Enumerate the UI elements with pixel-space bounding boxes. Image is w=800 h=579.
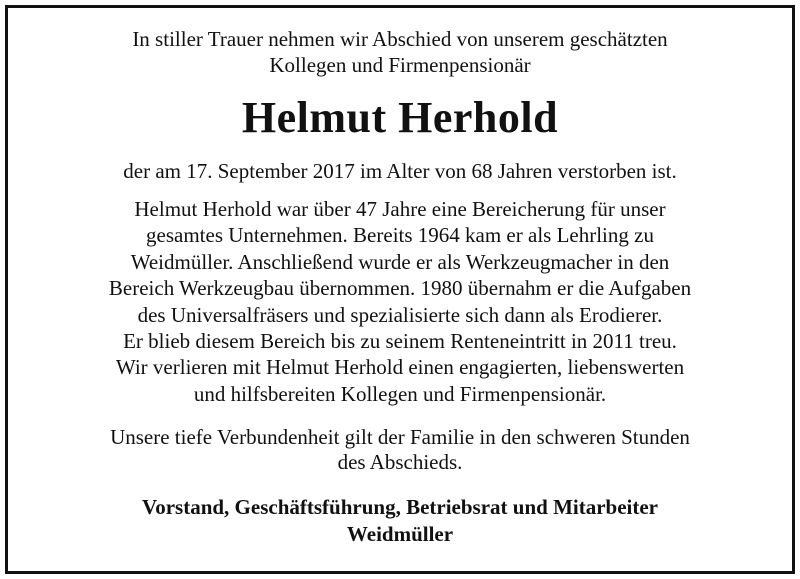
intro-line: In stiller Trauer nehmen wir Abschied von unserem geschätzten: [132, 27, 668, 51]
condolence-line: Unsere tiefe Verbundenheit gilt der Familie in den schweren Stunden: [110, 425, 690, 449]
deceased-name: Helmut Herhold: [241, 93, 559, 142]
intro-text: [0, 26, 800, 78]
intro-line: Kollegen und Firmenpensionär: [269, 53, 531, 77]
signature-block: [0, 494, 800, 548]
bio-line: Er blieb diesem Bereich bis zu seinem Renteneintritt in 2011 treu.: [123, 329, 677, 354]
bio-line: und hilfsbereiten Kollegen und Firmenpensionär.: [193, 381, 607, 406]
biography-paragraph: [0, 196, 800, 407]
bio-line: Wir verlieren mit Helmut Herhold einen engagierten, liebenswerten: [115, 355, 685, 380]
signature-line: Vorstand, Geschäftsführung, Betriebsrat und Mitarbeiter: [141, 495, 659, 519]
bio-line: Weidmüller. Anschließend wurde er als Werkzeugmacher in den: [130, 249, 670, 274]
condolence-paragraph: [0, 425, 800, 475]
bio-line: gesamtes Unternehmen. Bereits 1964 kam er als Lehrling zu: [146, 223, 654, 248]
bio-line: Bereich Werkzeugbau übernommen. 1980 übernahm er die Aufgaben: [108, 276, 692, 301]
company-name: Weidmüller: [346, 522, 454, 546]
bio-line: Helmut Herhold war über 47 Jahre eine Bereicherung für unser: [134, 197, 666, 221]
condolence-line: des Abschieds.: [337, 450, 463, 474]
bio-line: des Universalfräsers und spezialisierte sich dann als Erodierer.: [137, 302, 663, 327]
death-line: der am 17. September 2017 im Alter von 68 Jahren verstorben ist.: [123, 159, 677, 183]
